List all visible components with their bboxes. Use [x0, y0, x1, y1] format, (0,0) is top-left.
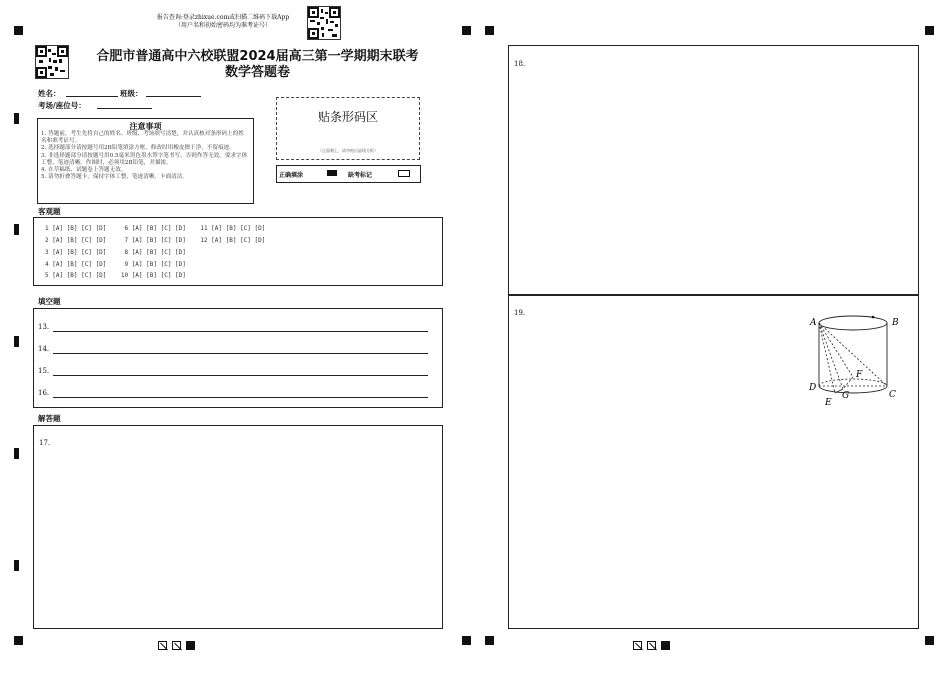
marker-hatched-box: [633, 641, 642, 650]
figure-label-E: E: [825, 398, 832, 408]
absent-label: 缺考标记: [348, 172, 373, 179]
q19-answer-box[interactable]: [508, 294, 919, 629]
notes-item: 4. 在草稿纸、试题卷上答题无效。: [41, 167, 127, 174]
marker-hatched-box: [647, 641, 656, 650]
correct-fill-sample: [327, 170, 337, 176]
figure-label-A: A: [810, 318, 817, 328]
corner-mark-top-mid-left: [485, 26, 494, 35]
seat-label: 考场/座位号：: [38, 101, 86, 110]
q17-number: 17.: [39, 439, 51, 447]
timing-mark: [14, 448, 19, 459]
q19-number: 19.: [514, 309, 526, 317]
fill-legend: [276, 165, 421, 183]
q16-answer-line[interactable]: [53, 397, 428, 398]
answer-row[interactable]: 4 [A] [B] [C] [D] 9 [A] [B] [C] [D]: [45, 261, 186, 268]
corner-mark-top-mid-right: [462, 26, 471, 35]
app-qr-code: [307, 6, 341, 40]
marker-hatched-box: [172, 641, 181, 650]
notes-item: 5. 请勿折叠答题卡，保持字体工整、笔迹清晰、卡面清洁。: [41, 174, 188, 181]
page-subtitle: 数学答题卷: [224, 65, 290, 80]
figure-label-G: G: [842, 391, 850, 401]
q15-number: 15.: [38, 367, 50, 375]
timing-mark: [14, 113, 19, 124]
q15-answer-line[interactable]: [53, 375, 428, 376]
figure-label-D: D: [809, 383, 817, 393]
seat-field[interactable]: [97, 108, 152, 109]
q18-number: 18.: [514, 60, 526, 68]
marker-filled-box: [186, 641, 195, 650]
figure-label-B: B: [892, 318, 899, 328]
barcode-hint: （正面朝上，请勿贴出虚线方框）: [318, 148, 378, 153]
report-notice-line1: 报告查询:登录zhixue.com或扫描二维码下载App: [156, 14, 290, 21]
q17-answer-box[interactable]: [33, 425, 443, 629]
fill-blank-section-label: 填空题: [38, 297, 61, 306]
class-label: 班级：: [120, 89, 143, 98]
corner-mark-top-right: [925, 26, 934, 35]
name-label: 姓名：: [38, 89, 61, 98]
q14-answer-line[interactable]: [53, 353, 428, 354]
notes-item: 1. 答题前，考生先将自己的姓名、班级、考场填写清楚，并认真核对条形码上的姓名和准考证号。: [41, 131, 244, 145]
student-qr-code: [35, 45, 69, 79]
corner-mark-bottom-mid-right: [485, 636, 494, 645]
timing-mark: [14, 336, 19, 347]
page-marker-left: [158, 635, 200, 654]
marker-filled-box: [661, 641, 670, 650]
answer-row[interactable]: 1 [A] [B] [C] [D] 6 [A] [B] [C] [D] 11 [A] [B] [C] [D]: [45, 225, 266, 232]
answer-row[interactable]: 5 [A] [B] [C] [D] 10 [A] [B] [C] [D]: [45, 272, 186, 279]
corner-mark-bottom-mid-left: [462, 636, 471, 645]
notes-box: [37, 118, 254, 204]
corner-mark-bottom-right: [925, 636, 934, 645]
page-title: 合肥市普通高中六校联盟2024届高三第一学期期末联考: [96, 49, 419, 64]
absent-mark-box[interactable]: [398, 170, 410, 177]
objective-answer-box: [33, 217, 443, 286]
class-field[interactable]: [146, 96, 201, 97]
q13-number: 13.: [38, 323, 50, 331]
timing-mark: [14, 224, 19, 235]
cylinder-figure: [805, 309, 910, 409]
solution-section-label: 解答题: [38, 414, 61, 423]
fill-blank-box: [33, 308, 443, 408]
figure-label-F: F: [856, 370, 863, 380]
report-notice-line2: （用户名和初始密码均为准考证号）: [174, 22, 271, 29]
answer-row[interactable]: 2 [A] [B] [C] [D] 7 [A] [B] [C] [D] 12 [A] [B] [C] [D]: [45, 237, 266, 244]
timing-mark: [14, 560, 19, 571]
page-marker-right: [633, 635, 675, 654]
q16-number: 16.: [38, 389, 50, 397]
marker-hatched-box: [158, 641, 167, 650]
notes-item: 3. 非选择题部分请按题号用0.5毫米黑色墨水签字笔书写，否则作答无效。要求字体工整、笔迹清晰。作图时，必须用2B铅笔，并描浓。: [41, 152, 248, 166]
q13-answer-line[interactable]: [53, 331, 428, 332]
notes-list: [41, 131, 249, 181]
barcode-title: 贴条形码区: [317, 110, 378, 124]
answer-row[interactable]: 3 [A] [B] [C] [D] 8 [A] [B] [C] [D]: [45, 249, 186, 256]
barcode-area: [276, 97, 420, 160]
figure-label-C: C: [889, 390, 896, 400]
name-field[interactable]: [66, 96, 118, 97]
objective-section-label: 客观题: [38, 207, 61, 216]
notes-title: 注意事项: [129, 122, 162, 131]
corner-mark-top-left: [14, 26, 23, 35]
correct-fill-label: 正确填涂: [279, 172, 304, 179]
notes-item: 2. 选择题部分请按题号用2B铅笔填涂方框，修改时用橡皮擦干净，不留痕迹。: [41, 145, 235, 152]
q18-answer-box[interactable]: [508, 45, 919, 296]
corner-mark-bottom-left: [14, 636, 23, 645]
q14-number: 14.: [38, 345, 50, 353]
